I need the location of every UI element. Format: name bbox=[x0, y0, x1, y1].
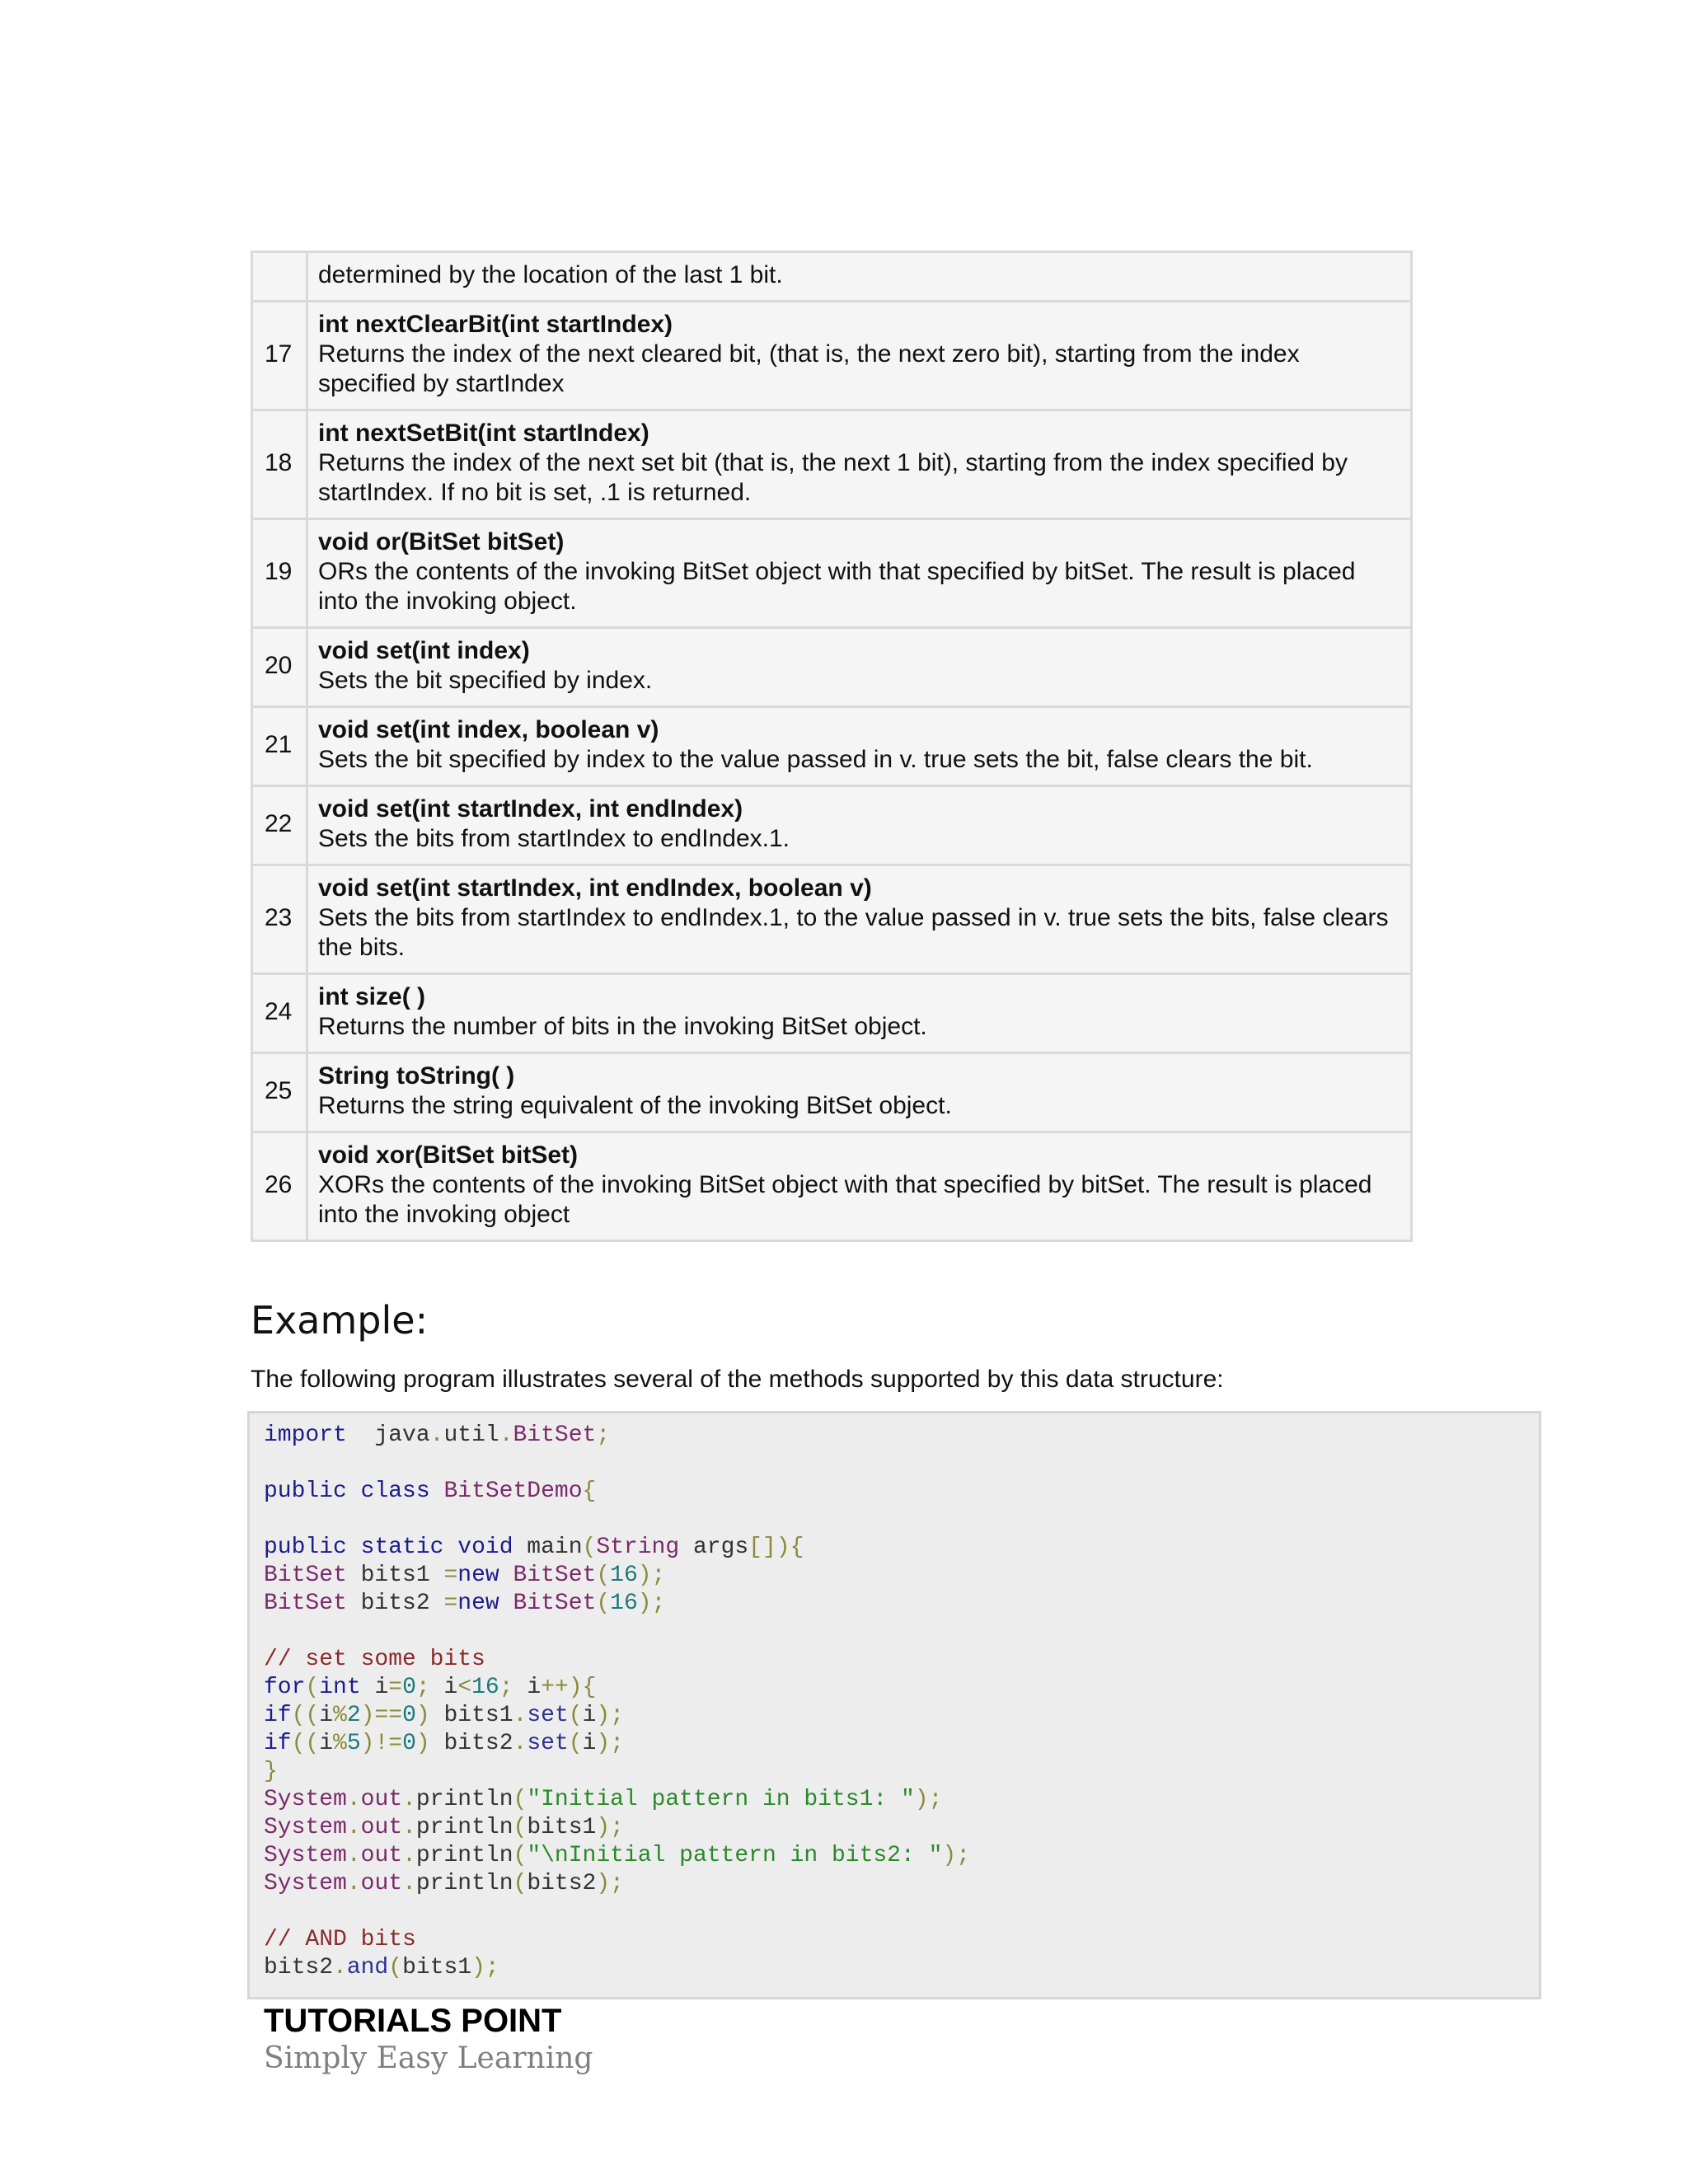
code-token: []){ bbox=[748, 1535, 804, 1560]
method-signature: void set(int index, boolean v) bbox=[318, 716, 659, 743]
code-token bbox=[347, 1535, 361, 1560]
method-description: Returns the index of the next cleared bit, (that is, the next zero bit), starting from the index specified by startIndex bbox=[318, 340, 1300, 397]
method-cell bbox=[307, 1053, 1412, 1132]
code-token: 16 bbox=[471, 1675, 499, 1700]
code-token bbox=[430, 1479, 444, 1504]
code-token: class bbox=[360, 1479, 430, 1504]
method-description: determined by the location of the last 1 bit. bbox=[318, 261, 783, 288]
code-line bbox=[264, 1871, 624, 1896]
method-row bbox=[252, 302, 1412, 410]
code-token: // AND bits bbox=[264, 1927, 416, 1952]
code-token: BitSet bbox=[513, 1591, 597, 1616]
code-token: out bbox=[360, 1815, 403, 1840]
method-description: Sets the bit specified by index. bbox=[318, 667, 653, 694]
code-token: ( bbox=[596, 1591, 611, 1616]
code-token: ( bbox=[513, 1843, 528, 1868]
code-token bbox=[499, 1591, 513, 1616]
method-number: 26 bbox=[252, 1132, 307, 1241]
code-token: i bbox=[513, 1675, 542, 1700]
code-token: static bbox=[360, 1535, 444, 1560]
code-token: bits2 bbox=[429, 1731, 513, 1756]
method-signature: void set(int startIndex, int endIndex) bbox=[318, 795, 743, 823]
example-heading: Example: bbox=[251, 1298, 429, 1343]
code-token: i bbox=[582, 1731, 597, 1756]
code-token: ); bbox=[471, 1955, 499, 1980]
code-token: if bbox=[264, 1731, 292, 1756]
code-token: ); bbox=[637, 1591, 666, 1616]
code-line bbox=[264, 1535, 804, 1560]
method-description: ORs the contents of the invoking BitSet object with that specified by bitSet. The result is placed into the invoking object. bbox=[318, 558, 1356, 615]
code-token: i bbox=[360, 1675, 389, 1700]
code-token: . bbox=[402, 1815, 416, 1840]
code-token: ); bbox=[596, 1815, 624, 1840]
method-signature: int nextClearBit(int startIndex) bbox=[318, 311, 673, 338]
code-token: . bbox=[513, 1703, 528, 1728]
code-line bbox=[264, 1787, 942, 1812]
method-cell bbox=[307, 628, 1412, 707]
code-line bbox=[264, 1843, 970, 1868]
code-token: if bbox=[264, 1703, 292, 1728]
code-token: . bbox=[513, 1731, 528, 1756]
code-line bbox=[264, 1731, 624, 1756]
code-token: . bbox=[333, 1955, 347, 1980]
method-signature: void xor(BitSet bitSet) bbox=[318, 1141, 579, 1169]
code-line bbox=[264, 1591, 665, 1616]
method-description: Sets the bits from startIndex to endIndex.1. bbox=[318, 825, 790, 852]
code-token: set bbox=[527, 1703, 569, 1728]
code-line bbox=[264, 1759, 278, 1784]
code-token: . bbox=[346, 1871, 361, 1896]
code-token: ( bbox=[568, 1703, 583, 1728]
code-token: ); bbox=[596, 1731, 624, 1756]
code-token: 2 bbox=[346, 1703, 361, 1728]
footer-tagline: Simply Easy Learning bbox=[264, 2041, 593, 2075]
code-token: )== bbox=[360, 1703, 403, 1728]
code-token: bits2 bbox=[264, 1955, 334, 1980]
code-token: i bbox=[429, 1675, 458, 1700]
method-row bbox=[252, 865, 1412, 974]
code-token: and bbox=[346, 1955, 389, 1980]
code-token: println bbox=[415, 1871, 513, 1896]
code-token: System bbox=[264, 1871, 347, 1896]
code-token: util bbox=[443, 1422, 499, 1448]
code-token: 0 bbox=[402, 1675, 416, 1700]
code-line bbox=[264, 1479, 596, 1504]
methods-table-body bbox=[252, 252, 1412, 1241]
code-token: "\nInitial pattern in bits2: " bbox=[527, 1843, 943, 1868]
method-cell bbox=[307, 252, 1412, 302]
code-token: main bbox=[513, 1535, 583, 1560]
code-line bbox=[264, 1563, 665, 1588]
code-token: 0 bbox=[402, 1703, 416, 1728]
code-token: ); bbox=[942, 1843, 971, 1868]
method-signature: void or(BitSet bitSet) bbox=[318, 528, 565, 555]
code-token: out bbox=[360, 1843, 403, 1868]
method-cell bbox=[307, 1132, 1412, 1241]
code-token: void bbox=[457, 1535, 513, 1560]
code-token: String bbox=[596, 1535, 680, 1560]
code-token: println bbox=[415, 1787, 513, 1812]
code-token: // set some bits bbox=[264, 1647, 485, 1672]
code-token: % bbox=[333, 1731, 347, 1756]
code-token: ) bbox=[415, 1703, 430, 1728]
method-description: XORs the contents of the invoking BitSet object with that specified by bitSet. The result is placed into the invoking object bbox=[318, 1171, 1372, 1228]
code-token: BitSetDemo bbox=[443, 1479, 583, 1504]
method-row bbox=[252, 707, 1412, 786]
code-token: bits1 bbox=[429, 1703, 513, 1728]
code-token: import bbox=[264, 1422, 347, 1448]
method-cell bbox=[307, 302, 1412, 410]
method-number: 19 bbox=[252, 519, 307, 628]
method-number: 25 bbox=[252, 1053, 307, 1132]
code-line bbox=[264, 1927, 416, 1952]
code-token: = bbox=[443, 1591, 458, 1616]
code-token: < bbox=[457, 1675, 472, 1700]
code-token: "Initial pattern in bits1: " bbox=[527, 1787, 915, 1812]
method-signature: int size( ) bbox=[318, 983, 426, 1010]
code-token: System bbox=[264, 1843, 347, 1868]
code-token: 5 bbox=[346, 1731, 361, 1756]
code-token: for bbox=[264, 1675, 306, 1700]
code-line bbox=[264, 1422, 610, 1448]
code-line bbox=[264, 1703, 624, 1728]
method-number bbox=[252, 252, 307, 302]
code-token: public bbox=[264, 1479, 347, 1504]
footer-brand: TUTORIALS POINT bbox=[264, 2003, 562, 2039]
method-description: Sets the bits from startIndex to endIndex.1, to the value passed in v. true sets the bits, false clears the bits. bbox=[318, 904, 1389, 961]
code-token: . bbox=[346, 1843, 361, 1868]
code-token: out bbox=[360, 1871, 403, 1896]
method-cell bbox=[307, 410, 1412, 519]
code-token: args bbox=[679, 1535, 749, 1560]
code-token bbox=[499, 1563, 513, 1588]
code-token: ( bbox=[582, 1535, 597, 1560]
code-token: ++){ bbox=[541, 1675, 597, 1700]
code-token: ; bbox=[596, 1422, 611, 1448]
method-description: Sets the bit specified by index to the value passed in v. true sets the bit, false clears the bit. bbox=[318, 746, 1313, 773]
method-number: 18 bbox=[252, 410, 307, 519]
code-listing bbox=[264, 1422, 1525, 1982]
method-cell bbox=[307, 519, 1412, 628]
method-number: 22 bbox=[252, 786, 307, 865]
code-token: . bbox=[402, 1871, 416, 1896]
code-token: ) bbox=[415, 1731, 430, 1756]
code-token: System bbox=[264, 1787, 347, 1812]
code-token bbox=[443, 1535, 457, 1560]
method-number: 20 bbox=[252, 628, 307, 707]
code-line bbox=[264, 1647, 485, 1672]
method-cell bbox=[307, 974, 1412, 1053]
method-signature: void set(int index) bbox=[318, 637, 530, 664]
method-description: Returns the index of the next set bit (that is, the next 1 bit), starting from the index specified by startIndex. If no bit is set, .1 is returned. bbox=[318, 449, 1348, 506]
code-token: bits1 bbox=[527, 1815, 597, 1840]
method-signature: String toString( ) bbox=[318, 1062, 515, 1090]
code-token: )!= bbox=[360, 1731, 403, 1756]
code-token: set bbox=[527, 1731, 569, 1756]
code-token: i bbox=[582, 1703, 597, 1728]
code-token: ( bbox=[596, 1563, 611, 1588]
code-token: bits2 bbox=[527, 1871, 597, 1896]
code-token: new bbox=[457, 1591, 499, 1616]
code-token: } bbox=[264, 1759, 278, 1784]
code-token: = bbox=[443, 1563, 458, 1588]
method-number: 24 bbox=[252, 974, 307, 1053]
code-token: BitSet bbox=[513, 1422, 597, 1448]
method-signature: int nextSetBit(int startIndex) bbox=[318, 419, 649, 447]
code-token: ( bbox=[513, 1871, 528, 1896]
code-token: 16 bbox=[610, 1591, 638, 1616]
code-token: . bbox=[402, 1787, 416, 1812]
code-token: out bbox=[360, 1787, 403, 1812]
code-token: ( bbox=[388, 1955, 403, 1980]
code-token: ; bbox=[415, 1675, 430, 1700]
code-token: ); bbox=[914, 1787, 943, 1812]
code-token: . bbox=[429, 1422, 444, 1448]
code-token: . bbox=[346, 1787, 361, 1812]
code-token: ( bbox=[513, 1787, 528, 1812]
code-token: println bbox=[415, 1815, 513, 1840]
code-token: BitSet bbox=[513, 1563, 597, 1588]
code-token: { bbox=[582, 1479, 597, 1504]
method-row bbox=[252, 1132, 1412, 1241]
code-token: ); bbox=[596, 1703, 624, 1728]
method-cell bbox=[307, 865, 1412, 974]
method-cell bbox=[307, 707, 1412, 786]
code-line bbox=[264, 1815, 624, 1840]
code-token: ); bbox=[596, 1871, 624, 1896]
code-token: bits1 bbox=[346, 1563, 444, 1588]
code-token: bits2 bbox=[346, 1591, 444, 1616]
method-number: 17 bbox=[252, 302, 307, 410]
method-row bbox=[252, 410, 1412, 519]
method-row bbox=[252, 519, 1412, 628]
code-token: public bbox=[264, 1535, 347, 1560]
code-token: new bbox=[457, 1563, 499, 1588]
method-row bbox=[252, 252, 1412, 302]
code-token: . bbox=[499, 1422, 513, 1448]
code-line bbox=[264, 1955, 499, 1980]
method-description: Returns the number of bits in the invoking BitSet object. bbox=[318, 1013, 927, 1040]
code-token: = bbox=[388, 1675, 403, 1700]
code-token: println bbox=[415, 1843, 513, 1868]
method-row bbox=[252, 1053, 1412, 1132]
code-token: i bbox=[319, 1703, 334, 1728]
method-row bbox=[252, 786, 1412, 865]
code-token: ( bbox=[305, 1675, 320, 1700]
code-token: BitSet bbox=[264, 1591, 347, 1616]
methods-table bbox=[251, 251, 1413, 1242]
code-token: (( bbox=[291, 1703, 320, 1728]
method-row bbox=[252, 628, 1412, 707]
code-token: 16 bbox=[610, 1563, 638, 1588]
code-token: i bbox=[319, 1731, 334, 1756]
code-token: int bbox=[319, 1675, 361, 1700]
method-row bbox=[252, 974, 1412, 1053]
method-signature: void set(int startIndex, int endIndex, boolean v) bbox=[318, 874, 872, 902]
code-token: 0 bbox=[402, 1731, 416, 1756]
code-token: . bbox=[402, 1843, 416, 1868]
code-token bbox=[347, 1479, 361, 1504]
code-token: . bbox=[346, 1815, 361, 1840]
method-number: 23 bbox=[252, 865, 307, 974]
code-token: java bbox=[346, 1422, 430, 1448]
example-intro: The following program illustrates several of the methods supported by this data structure: bbox=[251, 1366, 1224, 1393]
method-number: 21 bbox=[252, 707, 307, 786]
code-token: (( bbox=[291, 1731, 320, 1756]
code-token: ( bbox=[568, 1731, 583, 1756]
method-description: Returns the string equivalent of the invoking BitSet object. bbox=[318, 1092, 952, 1119]
code-token: bits1 bbox=[402, 1955, 472, 1980]
code-token: ); bbox=[637, 1563, 666, 1588]
code-token: ; bbox=[499, 1675, 513, 1700]
method-cell bbox=[307, 786, 1412, 865]
code-token: % bbox=[333, 1703, 347, 1728]
code-token: ( bbox=[513, 1815, 528, 1840]
code-token: System bbox=[264, 1815, 347, 1840]
code-block bbox=[247, 1411, 1541, 1999]
code-token: BitSet bbox=[264, 1563, 347, 1588]
code-line bbox=[264, 1675, 596, 1700]
